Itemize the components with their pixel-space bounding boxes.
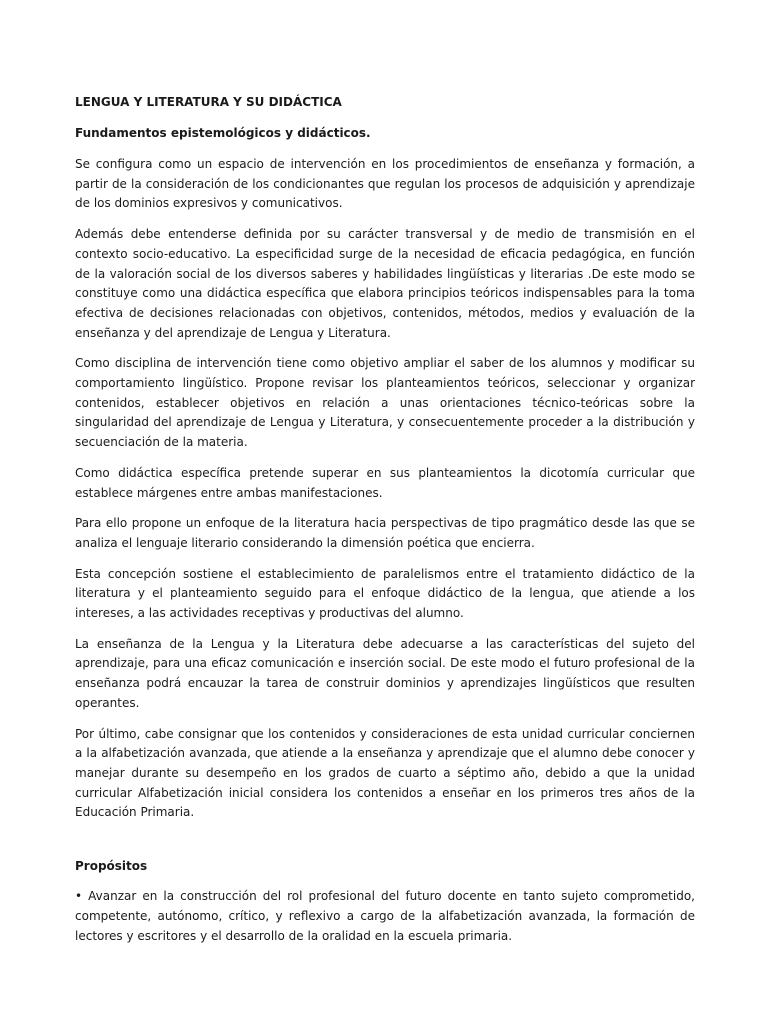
paragraph: Como disciplina de intervención tiene como objetivo ampliar el saber de los alumnos y modificar su comportamiento lingüístico. Propone revisar los planteamientos teóricos, seleccionar y organizar contenidos, establecer objetivos en relación a unas orientaciones técnico-teóricas sobre la singularidad del aprendizaje de Lengua y Literatura, y consecuentemente proceder a la distribución y secuenciación de la materia. [75,356,695,450]
paragraph: Se configura como un espacio de intervención en los procedimientos de enseñanza y formación, a partir de la consideración de los condicionantes que regulan los procesos de adquisición y aprendizaje de los dominios expresivos y comunicativos. [75,157,695,211]
paragraph: Esta concepción sostiene el establecimiento de paralelismos entre el tratamiento didáctico de la literatura y el planteamiento seguido para el enfoque didáctico de la lengua, que atiende a los intereses, a las actividades receptivas y productivas del alumno. [75,566,695,621]
paragraph: Además debe entenderse definida por su carácter transversal y de medio de transmisión en el contexto socio-educativo. La especificidad surge de la necesidad de eficacia pedagógica, en función de la valoración social de los diversos saberes y habilidades lingüísticas y literarias .De este modo se constituye como una didáctica específica que elabora principios teóricos indispensables para la toma efectiva de decisiones relacionadas con objetivos, contenidos, métodos, medios y evaluación de la enseñanza y del aprendizaje de Lengua y Literatura. [75,227,695,340]
paragraph: Por último, cabe consignar que los contenidos y consideraciones de esta unidad curricular conciernen a la alfabetización avanzada, que atiende a la enseñanza y aprendizaje que el alumno debe conocer y manejar durante su desempeño en los grados de cuarto a séptimo año, debido a que la unidad curricular Alfabetización inicial considera los contenidos a enseñar en los primeros tres años de la Educación Primaria. [75,726,695,820]
document-page [75,93,695,957]
document-subtitle: Fundamentos epistemológicos y didácticos. [75,126,371,140]
section-heading-propositos: Propósitos [75,859,148,874]
document-title: LENGUA Y LITERATURA Y SU DIDÁCTICA [75,95,342,109]
paragraph: Para ello propone un enfoque de la literatura hacia perspectivas de tipo pragmático desde las que se analiza el lenguaje literario considerando la dimensión poética que encierra. [75,516,695,550]
bullet-item: • Avanzar en la construcción del rol profesional del futuro docente en tanto sujeto comprometido, competente, autónomo, crítico, y reflexivo a cargo de la alfabetización avanzada, la formación de lectores y escritores y el desarrollo de la oralidad en la escuela primaria. [75,889,695,943]
paragraph: Como didáctica específica pretende superar en sus planteamientos la dicotomía curricular que establece márgenes entre ambas manifestaciones. [75,465,695,500]
paragraph: La enseñanza de la Lengua y la Literatura debe adecuarse a las características del sujeto del aprendizaje, para una eficaz comunicación e inserción social. De este modo el futuro profesional de la enseñanza podrá encauzar la tarea de construir dominios y aprendizajes lingüísticos que resulten operantes. [75,636,695,710]
